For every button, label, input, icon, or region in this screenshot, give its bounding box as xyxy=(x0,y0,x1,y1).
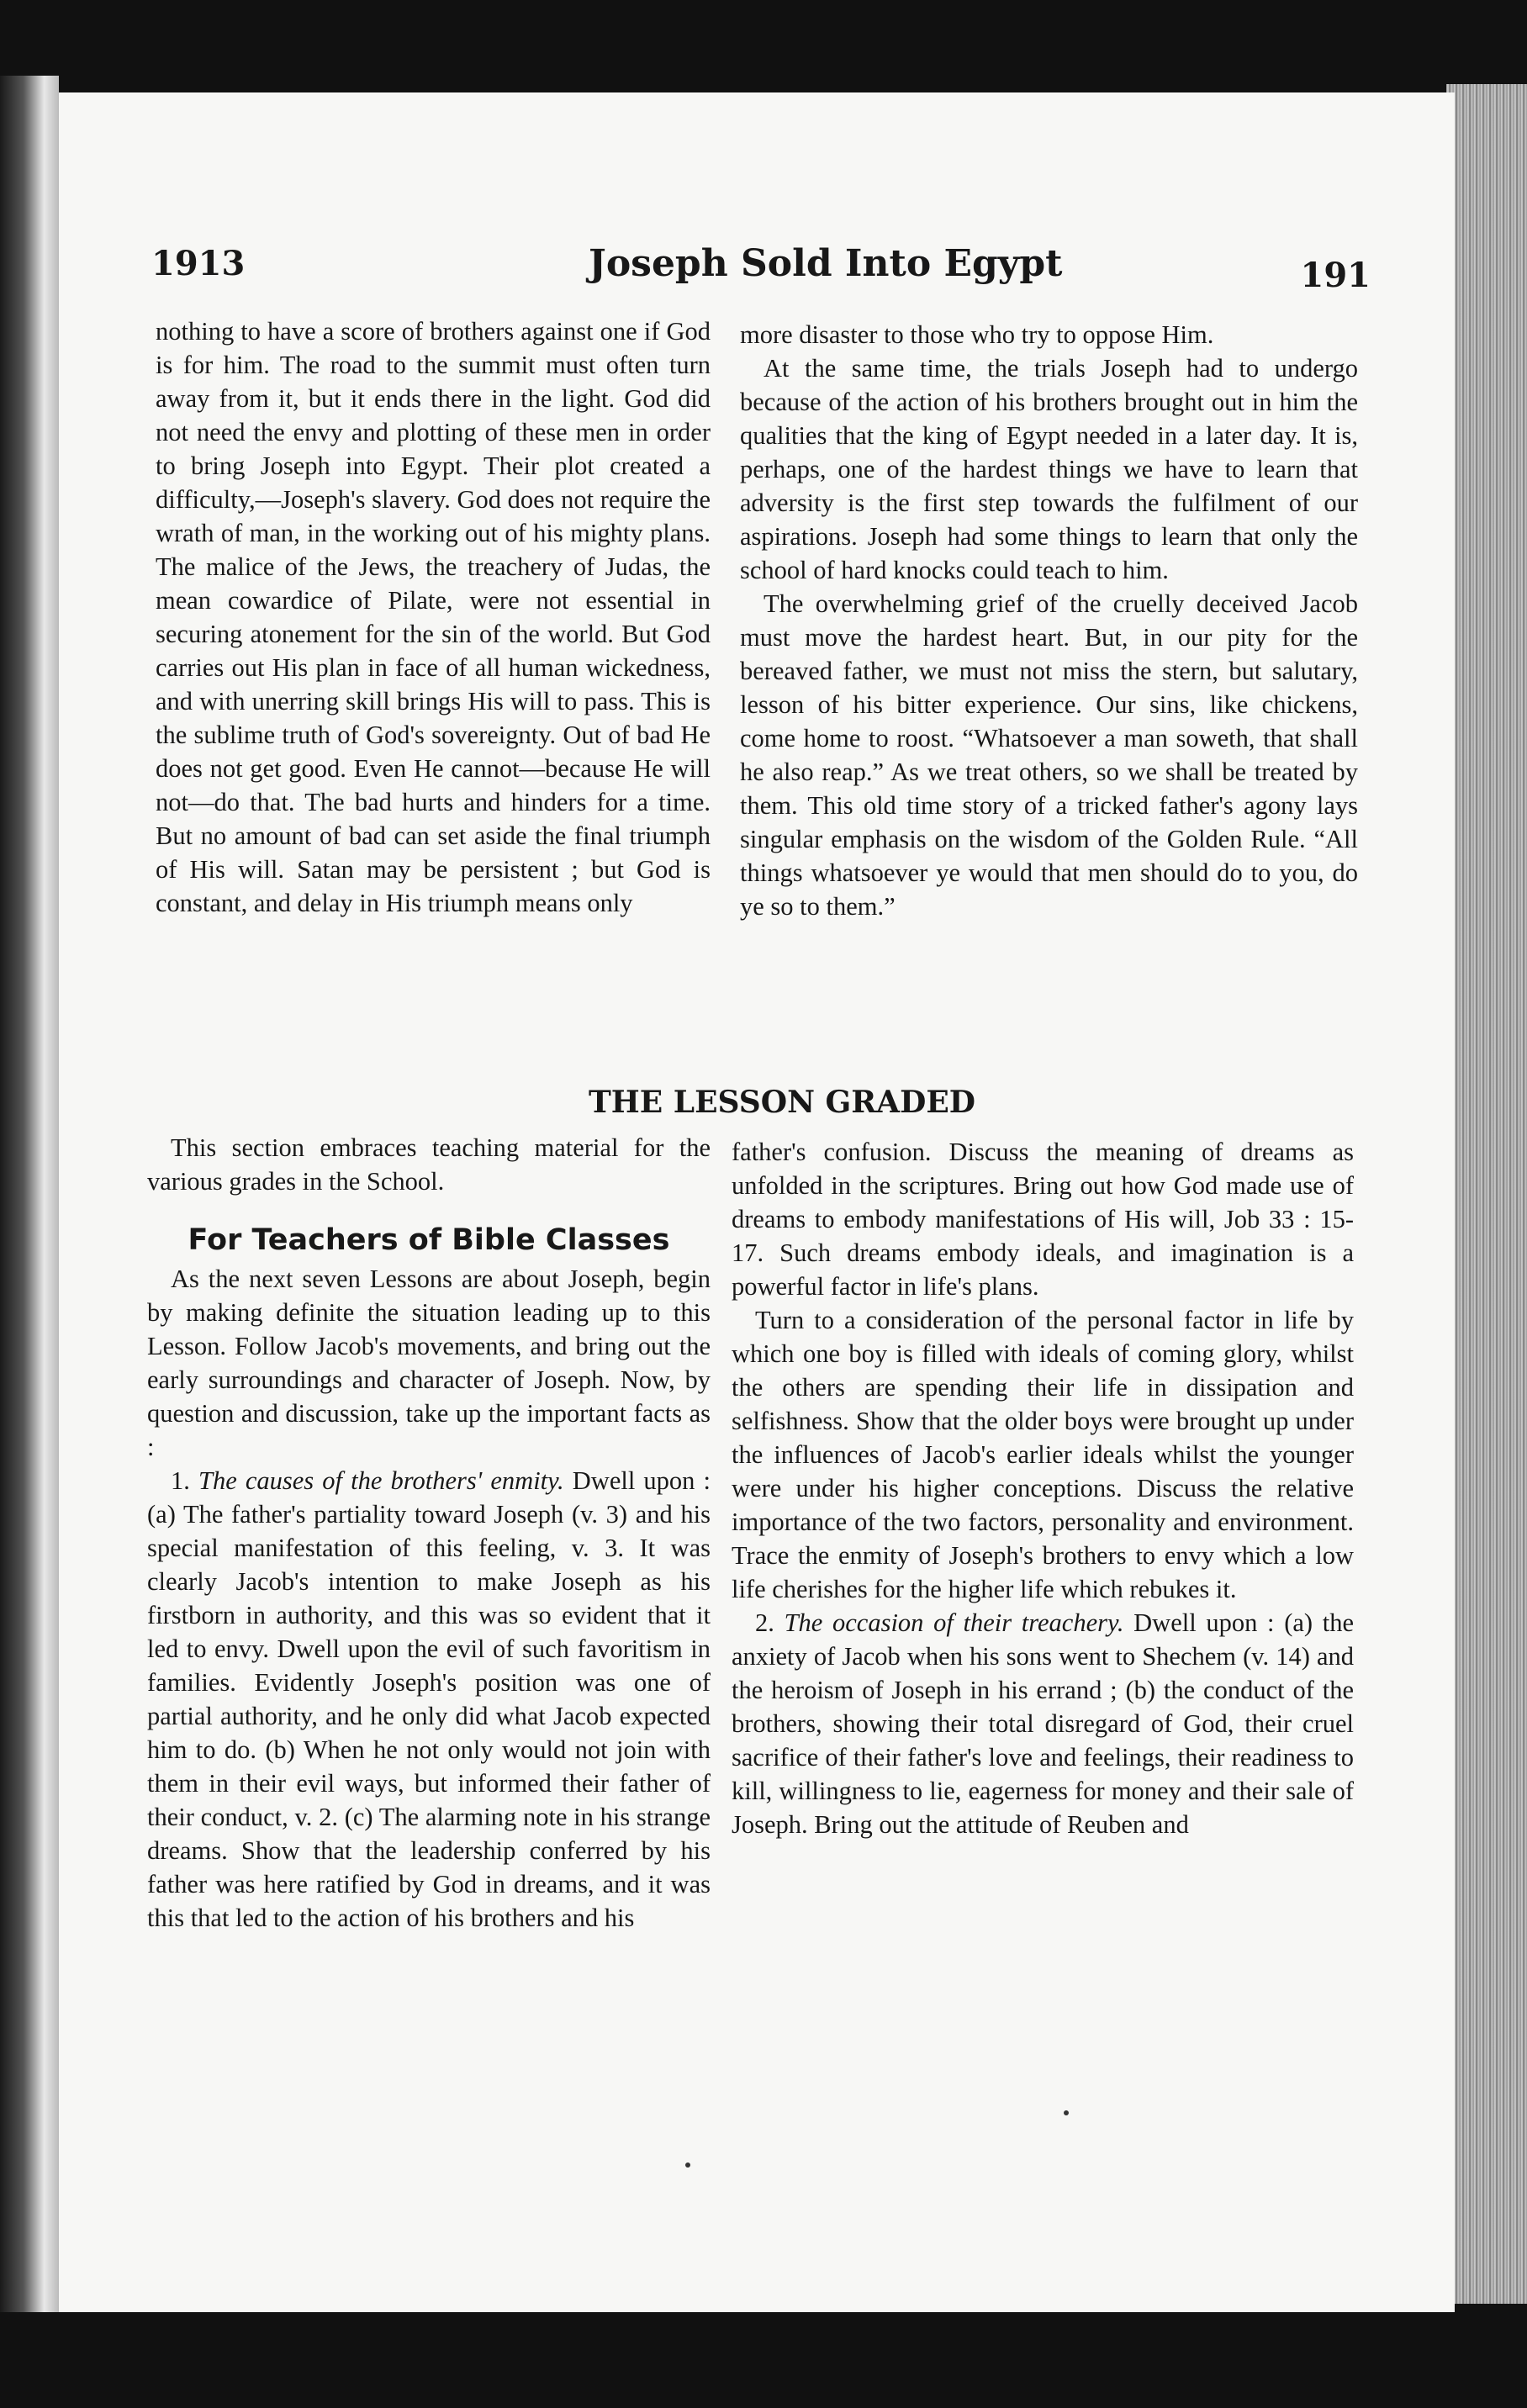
page-stack-edge xyxy=(1446,84,1527,2304)
point-title: The occasion of their treachery. xyxy=(784,1608,1124,1637)
paragraph: As the next seven Lessons are about Joseph, begin by making definite the situation leading up to this Lesson. Follow Jacob's movements, and bring out the early surroundings and character of Joseph. Now, by question and discussion, take up the important facts as : xyxy=(147,1265,711,1461)
top-left-column xyxy=(156,314,711,920)
paragraph: Turn to a consideration of the personal factor in life by which one boy is filled with ideals of coming glory, whilst the others are spending their life in dissipation and selfishness. Show that the older boys were brought up under the influences of Jacob's earlier ideals whilst the younger were under his higher conceptions. Discuss the relative importance of the two factors, personality and environment. Trace the enmity of Joseph's brothers to envy which a low life cherishes for the higher life which rebukes it. xyxy=(732,1306,1354,1603)
intro-paragraph: This section embraces teaching material for the various grades in the School. xyxy=(147,1133,711,1196)
point-text: Dwell upon : (a) The father's partiality toward Joseph (v. 3) and his special manifestation of this feeling, v. 3. It was clearly Jacob's intention to make Joseph as his firstborn in authority, and this was so evident that it led to envy. Dwell upon the evil of such favoritism in families. Evidently Joseph's position was one of partial authority, and he only did what Jacob expected him to do. (b) When he not only would not join with them in their evil ways, but informed their father of their conduct, v. 2. (c) The alarming note in his strange dreams. Show that the leadership conferred by his father was here ratified by God in dreams, and it was this that led to the action of his brothers and his xyxy=(147,1466,711,1932)
facing-page-edge xyxy=(0,76,59,2312)
point-title: The causes of the brothers' enmity. xyxy=(198,1466,564,1495)
header-title: Joseph Sold Into Egypt xyxy=(589,242,1063,285)
bottom-right-column xyxy=(732,1135,1354,1841)
subheading: For Teachers of Bible Classes xyxy=(188,1223,670,1257)
book-page xyxy=(59,92,1455,2312)
paragraph: father's confusion. Discuss the meaning of dreams as unfolded in the scriptures. Bring out how God made use of dreams to embody manifestations of His will, Job 33 : 15-17. Such dreams embody ideals, and imagination is a powerful factor in life's plans. xyxy=(732,1138,1354,1301)
paragraph: more disaster to those who try to oppose Him. xyxy=(740,320,1214,349)
bottom-left-column xyxy=(147,1131,711,1935)
paragraph: The overwhelming grief of the cruelly deceived Jacob must move the hardest heart. But, in our pity for the bereaved father, we must not miss the stern, but salutary, lesson of his bitter experience. Our sins, like chickens, come home to roost. “Whatsoever a man soweth, that shall he also reap.” As we treat others, so we shall be treated by them. This old time story of a tricked father's agony lays singular emphasis on the wisdom of the Golden Rule. “All things whatsoever ye would that men should do to you, do ye so to them.” xyxy=(740,589,1358,921)
header-year: 1913 xyxy=(151,244,246,283)
page-number: 191 xyxy=(1300,256,1371,295)
paragraph: At the same time, the trials Joseph had to undergo because of the action of his brothers brought out in him the qualities that the king of Egypt needed in a later day. It is, perhaps, one of the hardest things we have to learn that adversity is the first step towards the fulfilment of our aspirations. Joseph had some things to learn that only the school of hard knocks could teach to him. xyxy=(740,354,1358,584)
top-right-column xyxy=(740,318,1358,923)
paragraph: nothing to have a score of brothers against one if God is for him. The road to the summit must often turn away from it, but it ends there in the light. God did not need the envy and plotting of these men in order to bring Joseph into Egypt. Their plot created a difficulty,—Joseph's slavery. God does not require the wrath of man, in the working out of his mighty plans. The malice of the Jews, the treachery of Judas, the mean cowardice of Pilate, were not essential in securing atonement for the sin of the world. But God carries out His plan in face of all human wickedness, and with unerring skill brings His will to pass. This is the sublime truth of God's sovereignty. Out of bad He does not get good. Even He cannot—because He will not—do that. The bad hurts and hinders for a time. But no amount of bad can set aside the final triumph of His will. Satan may be persistent ; but God is constant, and delay in His triumph means only xyxy=(156,317,711,917)
point-paragraph xyxy=(147,1464,711,1935)
point-text: Dwell upon : (a) the anxiety of Jacob when his sons went to Shechem (v. 14) and the heroism of Joseph in his errand ; (b) the conduct of the brothers, showing their total disregard of God, their cruel sacrifice of their father's love and feelings, their readiness to kill, willingness to lie, eagerness for money and their sale of Joseph. Bring out the attitude of Reuben and xyxy=(732,1608,1355,1839)
point-number: 1. xyxy=(171,1466,190,1495)
print-speck xyxy=(1064,2110,1069,2115)
point-paragraph xyxy=(732,1606,1354,1841)
print-speck xyxy=(685,2162,690,2168)
section-heading: THE LESSON GRADED xyxy=(588,1085,975,1120)
point-number: 2. xyxy=(755,1608,774,1637)
running-header xyxy=(151,235,1371,303)
